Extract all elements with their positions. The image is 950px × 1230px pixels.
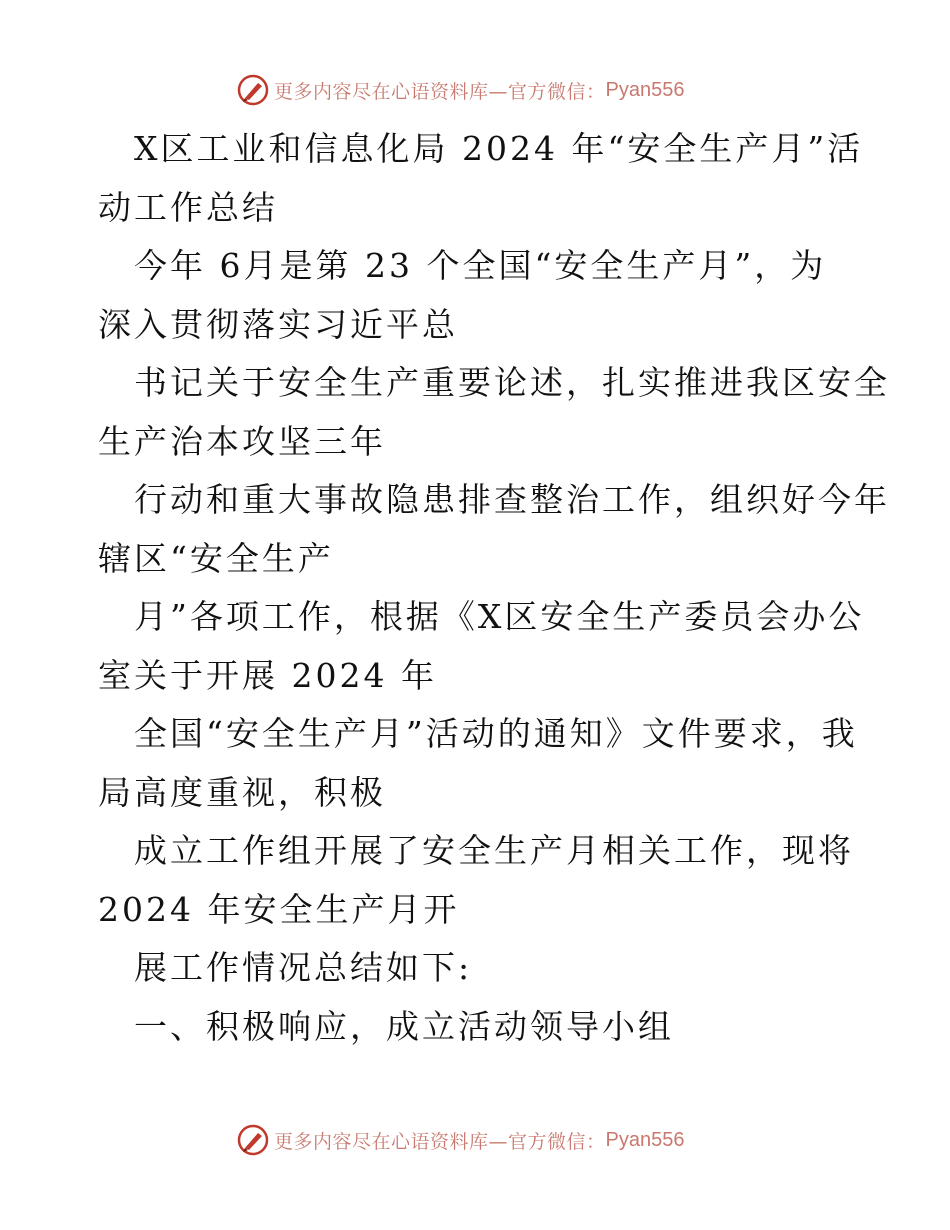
paragraph-line: 辖区“安全生产 xyxy=(98,538,334,578)
paragraph-line: 月”各项工作，根据《X区安全生产委员会办公 xyxy=(134,597,865,636)
header-watermark xyxy=(236,72,684,108)
watermark-id: Pyan556 xyxy=(605,78,685,101)
footer-watermark xyxy=(236,1122,684,1158)
paragraph-line: 展工作情况总结如下: xyxy=(134,948,473,987)
paragraph-line: 今年 6月是第 23 个全国“安全生产月”，为 xyxy=(134,246,827,285)
title-line-1: X区工业和信息化局 2024 年“安全生产月”活 xyxy=(134,129,864,168)
pen-logo-icon xyxy=(236,1123,270,1157)
paragraph-line: 2024 年安全生产月开 xyxy=(98,889,460,929)
title-line-2: 动工作总结 xyxy=(98,187,278,227)
pen-logo-icon xyxy=(236,73,270,107)
paragraph-line: 成立工作组开展了安全生产月相关工作，现将 xyxy=(134,831,854,870)
paragraph-line: 生产治本攻坚三年 xyxy=(98,421,386,461)
watermark-id: Pyan556 xyxy=(605,1128,685,1151)
document-body xyxy=(98,120,890,1056)
paragraph-line: 全国“安全生产月”活动的通知》文件要求，我 xyxy=(134,714,858,753)
section-heading: 一、积极响应，成立活动领导小组 xyxy=(134,1006,674,1046)
watermark-text: 更多内容尽在心语资料库—官方微信： xyxy=(274,1130,606,1153)
watermark-text: 更多内容尽在心语资料库—官方微信： xyxy=(274,80,606,103)
paragraph-line: 室关于开展 2024 年 xyxy=(98,655,437,695)
paragraph-line: 行动和重大事故隐患排查整治工作，组织好今年 xyxy=(134,480,890,519)
paragraph-line: 深入贯彻落实习近平总 xyxy=(98,304,458,344)
paragraph-line: 书记关于安全生产重要论述，扎实推进我区安全 xyxy=(134,363,890,402)
paragraph-line: 局高度重视，积极 xyxy=(98,772,386,812)
